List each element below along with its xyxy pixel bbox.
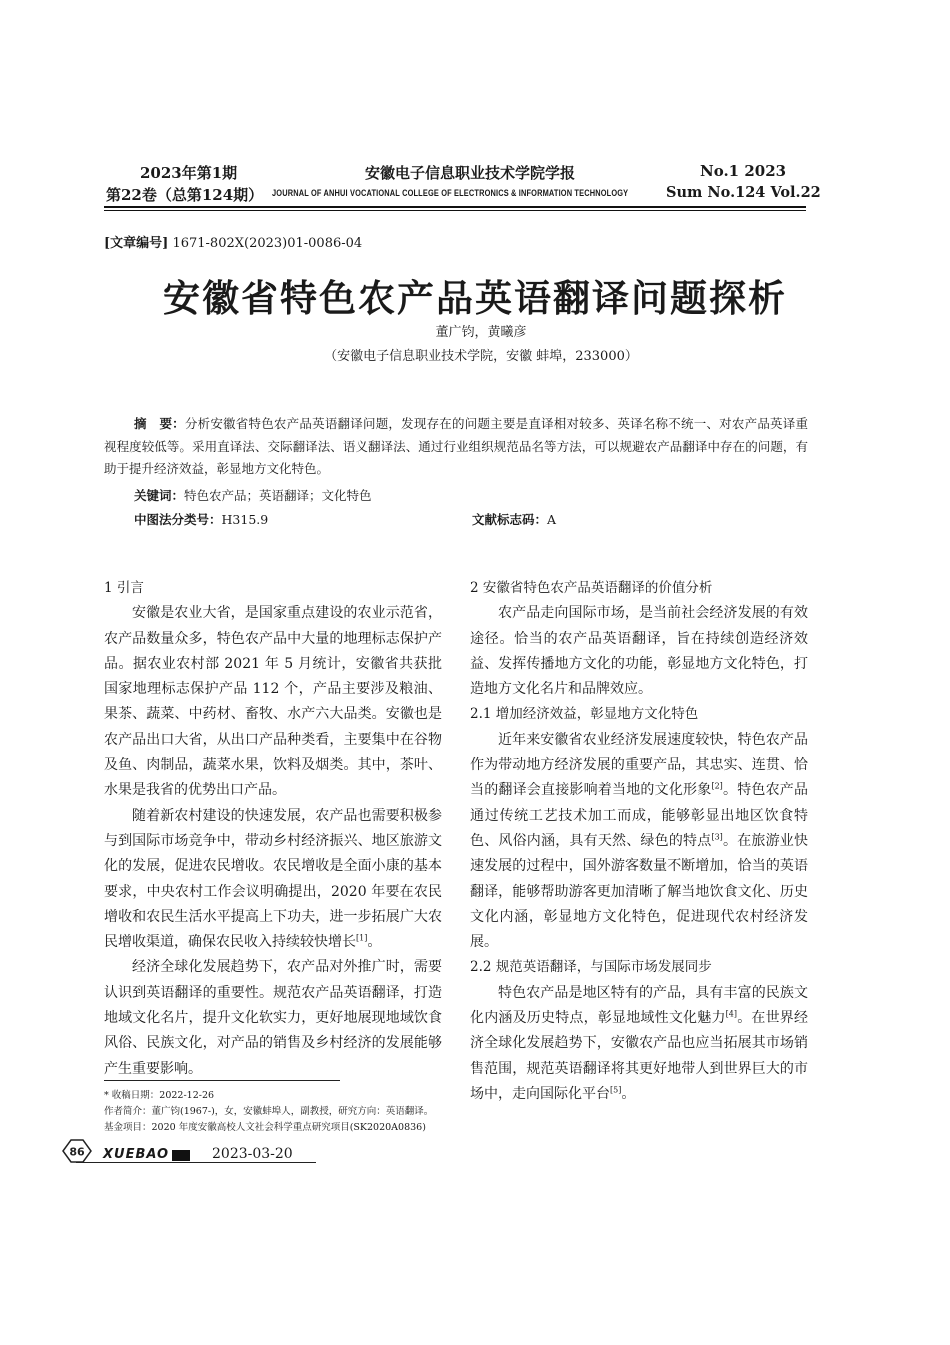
page-title: 安徽省特色农产品英语翻译问题探析 bbox=[163, 277, 787, 320]
authors: 董广钧，黄曦彦 bbox=[435, 325, 527, 340]
volume-en: Sum No.124 Vol.22 bbox=[666, 184, 821, 201]
paragraph-text: 。特色农产品通过传统工艺技术加工而成，能够彰显出地区饮食特色、风俗内涵，具有天然、绿色的特点 bbox=[470, 782, 809, 849]
keywords bbox=[134, 486, 372, 504]
footer-rule bbox=[76, 1162, 316, 1163]
article-number-value: 1671-802X(2023)01-0086-04 bbox=[172, 236, 363, 251]
footnote-rule bbox=[104, 1080, 340, 1081]
keywords-label: 关键词： bbox=[134, 488, 185, 503]
article-number bbox=[104, 232, 362, 251]
paragraph: 经济全球化发展趋势下，农产品对外推广时，需要认识到英语翻译的重要性。规范农产品英语翻译，打造地域文化名片，提升文化软实力，更好地展现地域饮食风俗、民族文化，对产品的销售及乡村经济的发展能够产生重要影响。 bbox=[104, 959, 442, 1077]
citation-ref: [4] bbox=[725, 1009, 737, 1019]
affiliation: （安徽电子信息职业技术学院，安徽 蚌埠，233000） bbox=[324, 349, 638, 364]
paragraph-text: 。 bbox=[621, 1085, 636, 1102]
paragraph-text: 。在旅游业快速发展的过程中，国外游客数量不断增加，恰当的英语翻译，能够帮助游客更加清晰了解当地饮食文化、历史文化内涵，彰显地方文化特色，促进现代农村经济发展。 bbox=[470, 832, 809, 951]
author-bio: 作者简介：董广钧(1967-)，女，安徽蚌埠人，副教授，研究方向：英语翻译。 bbox=[104, 1106, 434, 1117]
abstract-label: 摘 要： bbox=[134, 416, 185, 431]
left-column bbox=[104, 576, 442, 1082]
clc-value: H315.9 bbox=[221, 512, 269, 527]
citation-ref: [1] bbox=[356, 933, 368, 943]
article-number-label: [文章编号] bbox=[104, 236, 169, 251]
fund-info: 基金项目：2020 年度安徽高校人文社会科学重点研究项目(SK2020A0836) bbox=[104, 1122, 426, 1133]
citation-ref: [5] bbox=[610, 1085, 622, 1095]
paragraph bbox=[470, 981, 808, 1107]
paragraph: 安徽是农业大省，是国家重点建设的农业示范省，农产品数量众多，特色农产品中大量的地理标志保护产品。据农业农村部 2021 年 5 月统计，安徽省共获批国家地理标志保护产品 112 个，产品主要涉及粮油、果茶、蔬菜、中药材、畜牧、水产六大品类。安徽也是农产品出口大省，从出口产品种类看，主要集中在谷物及鱼、肉制品，蔬菜水果，饮料及烟类。其中，茶叶、水果是我省的优势出口产品。 bbox=[104, 605, 442, 799]
abstract-text: 分析安徽省特色农产品英语翻译问题，发现存在的问题主要是直译相对较多、英译名称不统一、对农产品英译重视程度较低等。采用直译法、交际翻译法、语义翻译法、通过行业组织规范品名等方法，可以规避农产品翻译中存在的问题，有助于提升经济效益，彰显地方文化特色。 bbox=[104, 416, 808, 476]
document-code bbox=[472, 510, 556, 528]
paragraph: 农产品走向国际市场，是当前社会经济发展的有效途径。恰当的农产品英语翻译，旨在持续创造经济效益、发挥传播地方文化的功能，彰显地方文化特色，打造地方文化名片和品牌效应。 bbox=[470, 605, 808, 698]
clc-number bbox=[134, 510, 268, 528]
journal-name-cn: 安徽电子信息职业技术学院学报 bbox=[364, 164, 575, 182]
footer-xuebao: XUEBAO bbox=[103, 1147, 170, 1162]
volume-cn: 第22卷（总第124期） bbox=[106, 186, 264, 204]
abstract bbox=[104, 413, 808, 481]
issue-en: No.1 2023 bbox=[700, 162, 787, 180]
citation-ref: [3] bbox=[711, 832, 723, 842]
header-rule-thick bbox=[104, 206, 806, 208]
received-date: * 收稿日期：2022-12-26 bbox=[104, 1090, 215, 1101]
document-code-label: 文献标志码： bbox=[472, 512, 548, 527]
page-number-badge bbox=[60, 1138, 94, 1164]
header-rule-thin bbox=[104, 210, 806, 211]
right-column bbox=[470, 576, 808, 1107]
footer-block bbox=[172, 1150, 190, 1161]
paragraph-text: 随着新农村建设的快速发展，农产品也需要积极参与到国际市场竞争中，带动乡村经济振兴、地区旅游文化的发展，促进农民增收。农民增收是全面小康的基本要求，中央农村工作会议明确提出，2020 年要在农民增收和农民生活水平提高上下功夫，进一步拓展广大农民增收渠道，确保农民收入持续较快增长 bbox=[104, 807, 442, 951]
keywords-text: 特色农产品；英语翻译；文化特色 bbox=[184, 488, 372, 503]
clc-label: 中图法分类号： bbox=[134, 512, 222, 527]
section-heading-2: 2 安徽省特色农产品英语翻译的价值分析 bbox=[470, 580, 713, 596]
footer-date: 2023-03-20 bbox=[212, 1146, 293, 1162]
citation-ref: [2] bbox=[711, 781, 723, 791]
journal-name-en: JOURNAL OF ANHUI VOCATIONAL COLLEGE OF ELECTRONICS & INFORMATION TECHNOLOGY bbox=[272, 188, 629, 199]
section-heading-1: 1 引言 bbox=[104, 580, 144, 596]
footnotes bbox=[104, 1088, 433, 1136]
section-heading-2-2: 2.2 规范英语翻译，与国际市场发展同步 bbox=[470, 959, 712, 976]
paragraph-text: 。在世界经济全球化发展趋势下，安徽农产品也应当拓展其市场销售范围，规范英语翻译将其更好地带人到世界巨大的市场中，走向国际化平台 bbox=[470, 1010, 809, 1102]
document-code-value: A bbox=[547, 512, 557, 527]
issue-cn: 2023年第1期 bbox=[140, 164, 238, 182]
paragraph bbox=[470, 728, 808, 956]
paragraph-text: 。 bbox=[367, 934, 382, 951]
section-heading-2-1: 2.1 增加经济效益，彰显地方文化特色 bbox=[470, 706, 699, 723]
paragraph-text: 特色农产品是地区特有的产品，具有丰富的民族文化内涵及历史特点，彰显地域性文化魅力 bbox=[470, 984, 808, 1027]
page-number: 86 bbox=[69, 1145, 85, 1159]
paragraph bbox=[104, 804, 442, 956]
paragraph-text: 近年来安徽省农业经济发展速度较快，特色农产品作为带动地方经济发展的重要产品，其忠实、连贯、恰当的翻译会直接影响着当地的文化形象 bbox=[470, 731, 808, 799]
